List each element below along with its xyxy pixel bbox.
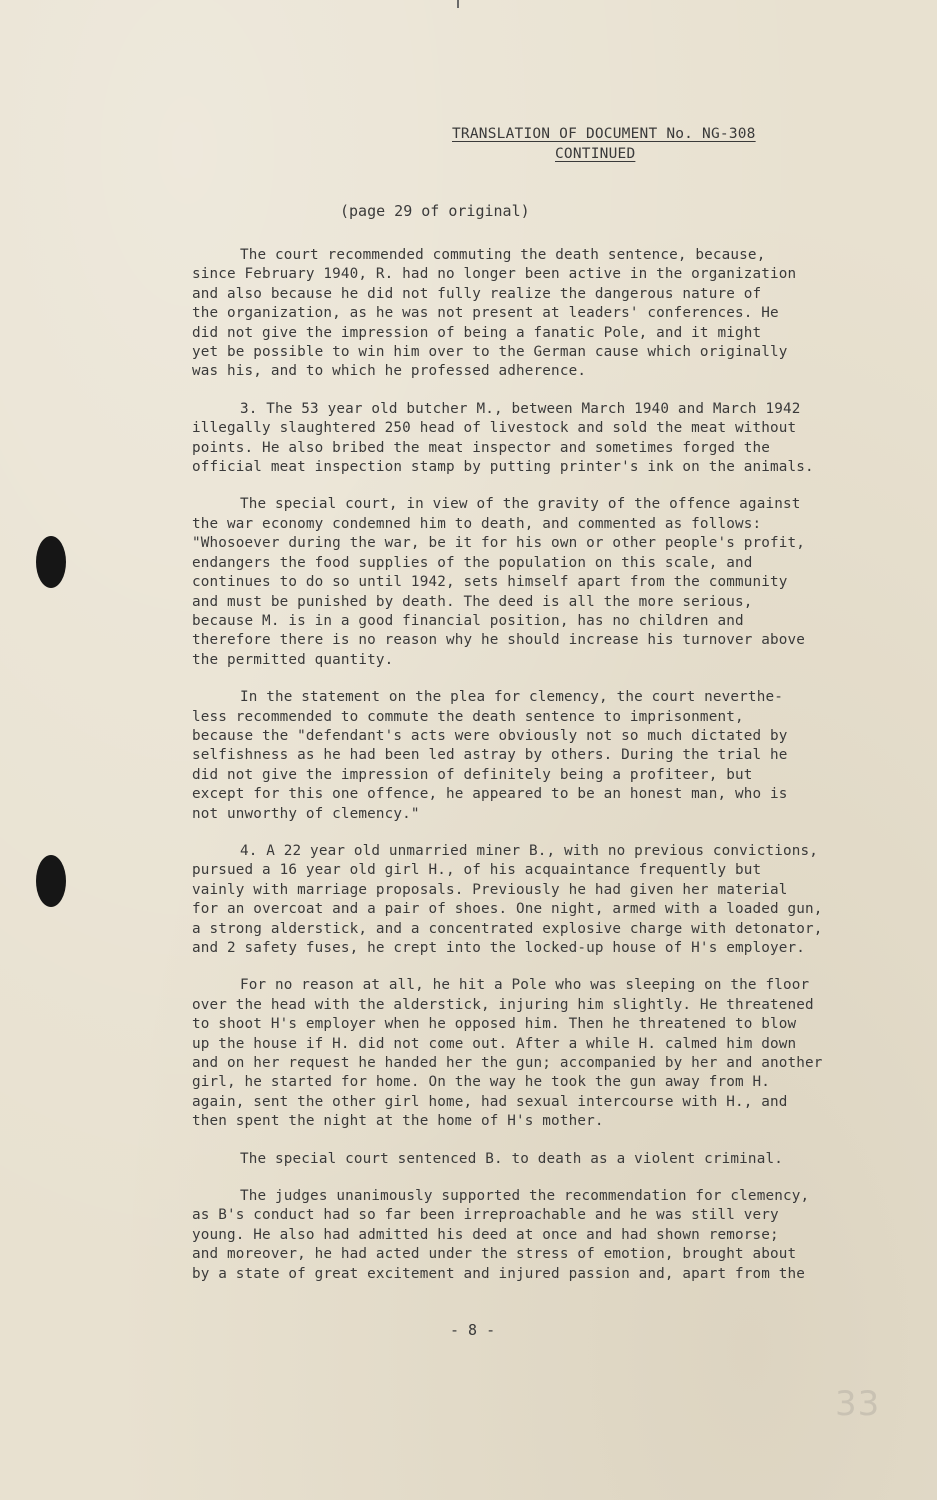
punch-hole-top [36,536,66,588]
text-line: not unworthy of clemency." [192,805,420,822]
text-line: and moreover, he had acted under the stress of emotion, brought about [192,1246,797,1263]
paragraph [192,495,882,670]
text-line: For no reason at all, he hit a Pole who was sleeping on the floor [240,977,810,994]
paragraph [192,246,882,382]
text-line: and on her request he handed her the gun; accompanied by her and another [192,1055,823,1072]
text-line: The judges unanimously supported the recommendation for clemency, [240,1188,810,1205]
text-line: the permitted quantity. [192,651,394,668]
text-line: The special court, in view of the gravity of the offence against [240,496,801,513]
text-line: to shoot H's employer when he opposed him. Then he threatened to blow [192,1016,797,1033]
page-number: - 8 - [450,1321,496,1339]
text-line: up the house if H. did not come out. After a while H. calmed him down [192,1035,797,1052]
paragraph [192,400,882,478]
paragraph [192,1187,882,1284]
paragraph [192,976,882,1131]
translation-title: TRANSLATION OF DOCUMENT No. NG-308 [452,126,756,142]
text-line: over the head with the alderstick, injuring him slightly. He threatened [192,996,814,1013]
text-line: official meat inspection stamp by putting printer's ink on the animals. [192,459,814,476]
text-line: and also because he did not fully realize the dangerous nature of [192,285,762,302]
text-line: vainly with marriage proposals. Previously he had given her material [192,881,788,898]
text-line: The court recommended commuting the death sentence, because, [240,247,766,263]
punch-hole-bottom [36,855,66,907]
text-line: young. He also had admitted his deed at once and had shown remorse; [192,1226,779,1243]
text-line: therefore there is no reason why he should increase his turnover above [192,632,806,649]
text-line: except for this one offence, he appeared to be an honest man, who is [192,786,788,803]
text-line: points. He also bribed the meat inspector and sometimes forged the [192,439,770,456]
text-line: for an overcoat and a pair of shoes. One night, armed with a loaded gun, [192,901,823,918]
paragraph [192,1150,882,1169]
text-line: endangers the food supplies of the population on this scale, and [192,554,753,571]
text-line: again, sent the other girl home, had sexual intercourse with H., and [192,1093,788,1110]
text-line: 4. A 22 year old unmarried miner B., with no previous convictions, [240,842,818,859]
text-line: yet be possible to win him over to the German cause which originally [192,344,788,361]
text-line: a strong alderstick, and a concentrated explosive charge with detonator, [192,920,823,937]
text-line: did not give the impression of being a fanatic Pole, and it might [192,324,762,341]
text-line: pursued a 16 year old girl H., of his acquaintance frequently but [192,862,762,879]
text-line: as B's conduct had so far been irreproachable and he was still very [192,1207,779,1224]
text-line: continues to do so until 1942, sets himself apart from the community [192,574,788,591]
text-line: In the statement on the plea for clemency, the court neverthe- [240,689,783,706]
text-line: then spent the night at the home of H's mother. [192,1113,604,1130]
paragraph [192,688,882,824]
document-header [452,124,756,164]
text-line: girl, he started for home. On the way he took the gun away from H. [192,1074,770,1091]
text-line: and 2 safety fuses, he crept into the locked-up house of H's employer. [192,940,806,956]
text-line: because M. is in a good financial position, has no children and [192,612,744,629]
staple-mark [457,0,459,8]
body-text [192,246,882,1302]
paragraph [192,842,882,958]
text-line: the organization, as he was not present at leaders' conferences. He [192,305,779,322]
text-line: The special court sentenced B. to death as a violent criminal. [240,1150,783,1167]
text-line: by a state of great excitement and injured passion and, apart from the [192,1265,806,1282]
text-line: selfishness as he had been led astray by others. During the trial he [192,747,788,764]
archive-stamp-number: 33 [835,1384,881,1424]
text-line: illegally slaughtered 250 head of livestock and sold the meat without [192,420,797,437]
text-line: and must be punished by death. The deed is all the more serious, [192,593,753,610]
text-line: 3. The 53 year old butcher M., between March 1940 and March 1942 [240,400,801,417]
text-line: because the "defendant's acts were obviously not so much dictated by [192,727,788,744]
text-line: less recommended to commute the death sentence to imprisonment, [192,708,744,725]
text-line: "Whosoever during the war, be it for his own or other people's profit, [192,535,806,552]
text-line: was his, and to which he professed adherence. [192,363,587,380]
original-page-reference: (page 29 of original) [340,202,530,220]
continued-label: CONTINUED [555,146,636,162]
text-line: the war economy condemned him to death, and commented as follows: [192,515,762,532]
text-line: since February 1940, R. had no longer been active in the organization [192,266,797,283]
text-line: did not give the impression of definitely being a profiteer, but [192,766,753,783]
